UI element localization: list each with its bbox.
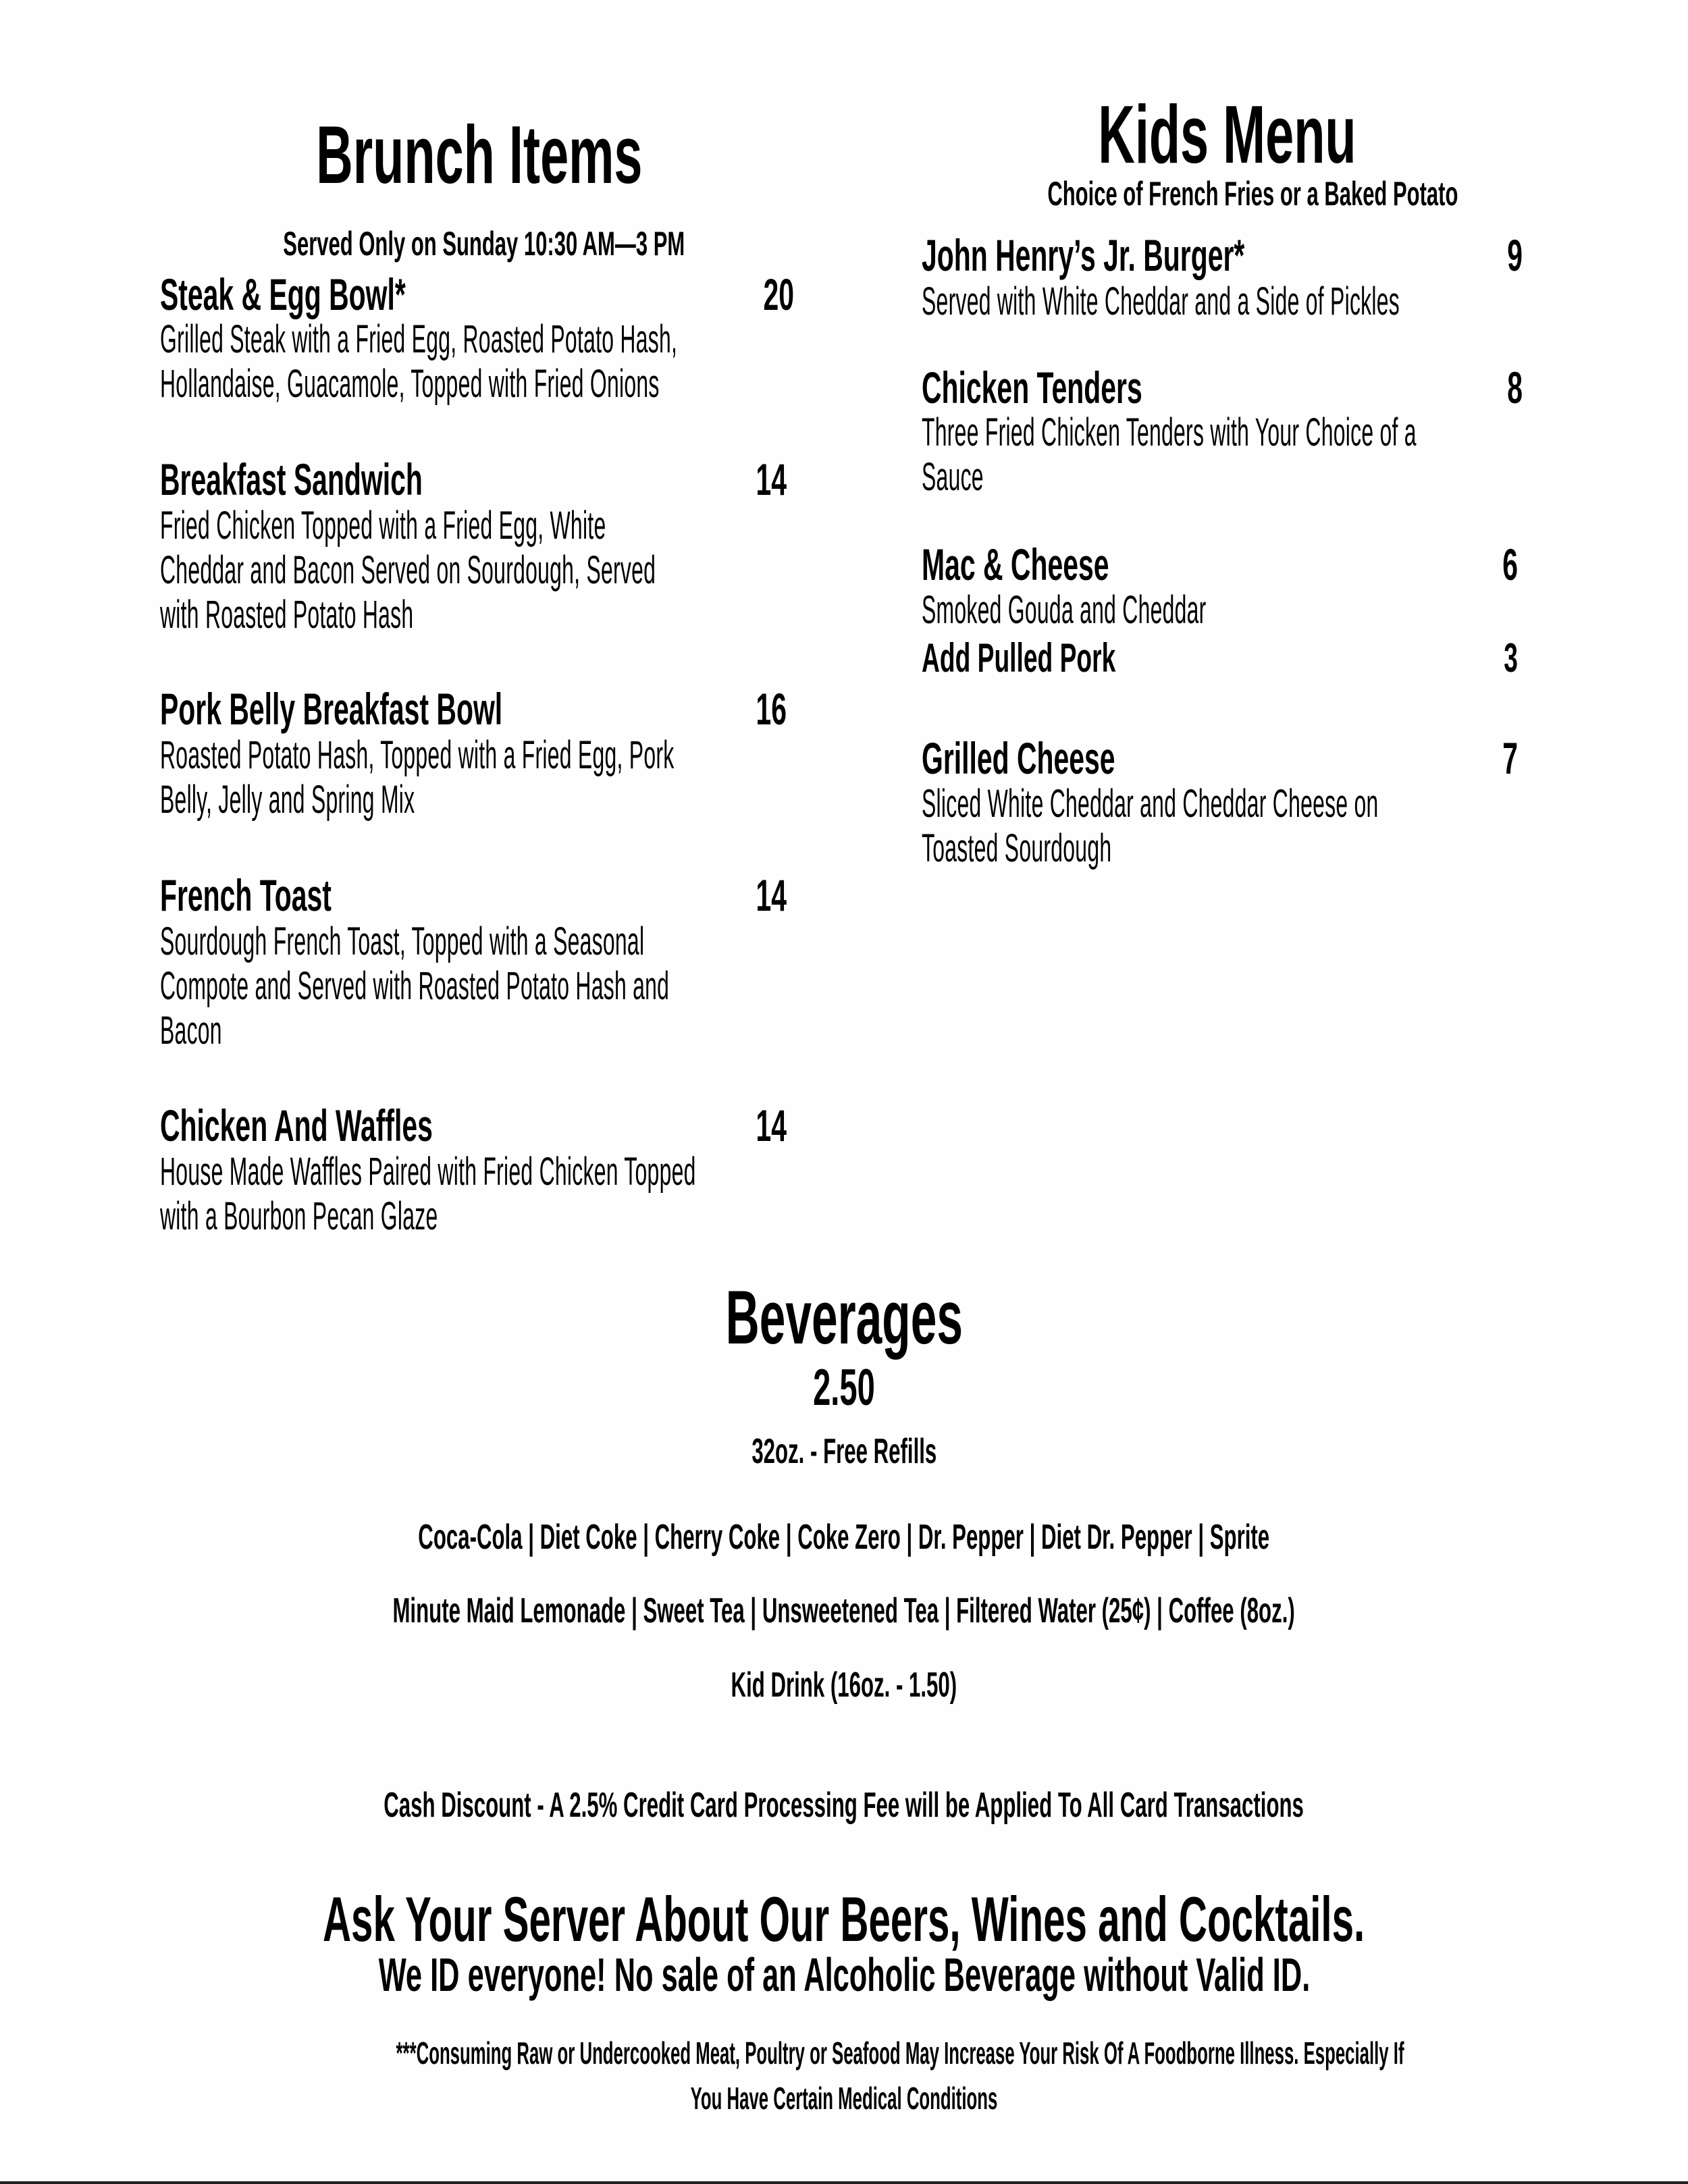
item-description: Compote and Served with Roasted Potato Hash and: [160, 964, 670, 1008]
foodborne-disclaimer: ***Consuming Raw or Undercooked Meat, Poultry or Seafood May Increase Your Risk Of A Foodborne Illness. Especially If: [396, 2035, 1404, 2071]
item-description: Cheddar and Bacon Served on Sourdough, Served: [160, 548, 656, 592]
item-description: with a Bourbon Pecan Glaze: [160, 1194, 438, 1238]
item-name: Pork Belly Breakfast Bowl: [160, 684, 503, 734]
kids-title: Kids Menu: [1098, 88, 1356, 180]
item-price: 9: [1507, 230, 1523, 280]
disclaimer-line-1-wrap: [0, 2037, 1688, 2069]
item-name: Breakfast Sandwich: [160, 454, 423, 504]
beverages-list-sodas: Coca-Cola | Diet Coke | Cherry Coke | Coke Zero | Dr. Pepper | Diet Dr. Pepper | Sprite: [418, 1518, 1270, 1557]
item-description: Fried Chicken Topped with a Fried Egg, White: [160, 504, 606, 548]
item-name: Steak & Egg Bowl*: [160, 269, 406, 319]
item-price: 14: [756, 870, 787, 920]
item-name: Grilled Cheese: [922, 733, 1115, 783]
foodborne-disclaimer-cont: You Have Certain Medical Conditions: [690, 2081, 998, 2116]
kids-subtitle-wrap: [922, 177, 1533, 211]
addon-price: 3: [1504, 635, 1518, 681]
item-description: Three Fried Chicken Tenders with Your Choice of a: [922, 410, 1417, 454]
alcohol-headline: Ask Your Server About Our Beers, Wines and Cocktails.: [323, 1884, 1365, 1954]
item-description: House Made Waffles Paired with Fried Chicken Topped: [160, 1150, 696, 1194]
beverages-size-wrap: [0, 1434, 1688, 1469]
item-price: 20: [763, 269, 794, 319]
kids-subtitle: Choice of French Fries or a Baked Potato: [1047, 175, 1458, 213]
beverages-list-other: Minute Maid Lemonade | Sweet Tea | Unsweetened Tea | Filtered Water (25¢) | Coffee (8oz.): [392, 1591, 1296, 1630]
cash-discount-notice: Cash Discount - A 2.5% Credit Card Processing Fee will be Applied To All Card Transactions: [384, 1786, 1304, 1825]
beverages-line-1-wrap: [0, 1520, 1688, 1555]
bottom-border-line: [0, 2181, 1688, 2184]
item-description: with Roasted Potato Hash: [160, 593, 414, 637]
item-name: Chicken And Waffles: [160, 1100, 433, 1150]
item-name: French Toast: [160, 870, 332, 920]
beverages-price-wrap: [0, 1359, 1688, 1416]
item-name: Mac & Cheese: [922, 539, 1109, 589]
brunch-title: Brunch Items: [315, 109, 643, 201]
beverages-title: Beverages: [725, 1275, 963, 1360]
item-description: Hollandaise, Guacamole, Topped with Fried Onions: [160, 362, 660, 406]
alcohol-id-wrap: [0, 1948, 1688, 2001]
item-price: 16: [756, 684, 787, 734]
beverages-title-wrap: [0, 1275, 1688, 1360]
beverages-line-2-wrap: [0, 1593, 1688, 1628]
item-price: 14: [756, 454, 787, 504]
item-description: Toasted Sourdough: [922, 826, 1112, 870]
brunch-title-wrap: [160, 109, 798, 201]
brunch-subtitle-wrap: [160, 227, 798, 261]
item-description: Smoked Gouda and Cheddar: [922, 588, 1207, 632]
beverages-kid-drink: Kid Drink (16oz. - 1.50): [731, 1666, 957, 1705]
addon-name: Add Pulled Pork: [922, 635, 1116, 681]
item-description: Served with White Cheddar and a Side of Pickles: [922, 279, 1400, 323]
disclaimer-line-2-wrap: [0, 2083, 1688, 2114]
cash-discount-wrap: [0, 1788, 1688, 1823]
item-price: 6: [1502, 539, 1518, 589]
item-description: Bacon: [160, 1009, 222, 1053]
item-description: Belly, Jelly and Spring Mix: [160, 778, 415, 822]
beverages-price: 2.50: [813, 1359, 875, 1416]
item-description: Roasted Potato Hash, Topped with a Fried Egg, Pork: [160, 733, 675, 777]
item-description: Grilled Steak with a Fried Egg, Roasted Potato Hash,: [160, 317, 678, 361]
item-name: Chicken Tenders: [922, 363, 1142, 412]
beverages-size-note: 32oz. - Free Refills: [751, 1432, 937, 1471]
item-description: Sourdough French Toast, Topped with a Seasonal: [160, 920, 645, 963]
item-price: 7: [1502, 733, 1518, 783]
brunch-subtitle: Served Only on Sunday 10:30 AM—3 PM: [283, 225, 685, 263]
item-price: 8: [1507, 363, 1523, 412]
item-price: 14: [756, 1100, 787, 1150]
item-description: Sliced White Cheddar and Cheddar Cheese on: [922, 782, 1379, 826]
alcohol-headline-wrap: [0, 1884, 1688, 1954]
item-description: Sauce: [922, 455, 984, 499]
beverages-line-3-wrap: [0, 1668, 1688, 1703]
item-name: John Henry’s Jr. Burger*: [922, 230, 1245, 280]
alcohol-id-notice: We ID everyone! No sale of an Alcoholic Beverage without Valid ID.: [378, 1948, 1310, 2001]
kids-title-wrap: [922, 88, 1533, 180]
